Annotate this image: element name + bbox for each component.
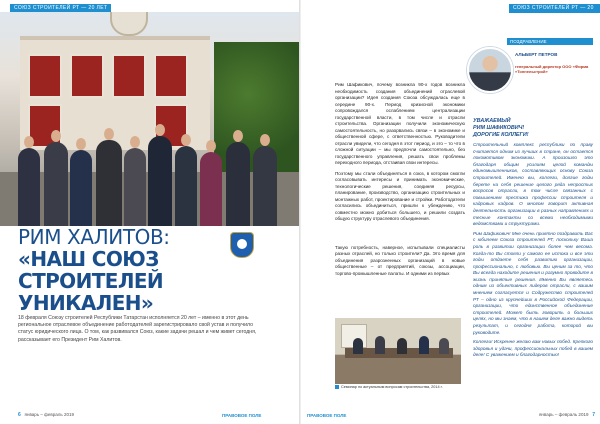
person-figure [439, 338, 449, 354]
section-footer-right: ПРАВОВОЕ ПОЛЕ [307, 413, 347, 418]
letter-paragraph: Строительный комплекс республики по праву считается одним из лучших в стране, он остается локомотивом экономики. А произошло это благодаря общим усилиям целой команды единомышленников, составляющих основу Союза строителей. Именно вы, коллеги, долгие годы берете на себя решение целого ряда непростых вопросов отрасли, в том числе связанных с повышением престижа профессии строителя и кадровых кадров. О многом говорит активная деятельность организации в разных направлениях и тесные контакты со всеми необходимыми ведомствами и структурами. [473, 142, 593, 227]
section-header-left: СОЮЗ СТРОИТЕЛЕЙ РТ — 20 ЛЕТ [10, 4, 111, 13]
congratulation-letter [473, 142, 593, 362]
interview-paragraph: Поэтому мы стали объединяться в союз, в котором смогли согласовывать интересы и принимать экономические, технологические решения, соединяя ресурсы, планирование, производство, организацию строительных и монтажных работ, проектирование и стройки. Работодатели согласились объединиться, пришли к убеждению, что совместно можно добиться большего, и решили создать общую структуру отраслевого объединения. [335, 170, 465, 221]
person-figure [375, 336, 385, 354]
person-figure [397, 338, 407, 354]
author-name: АЛЬБЕРТ ПЕТРОВ [515, 52, 558, 57]
interview-paragraph: Рим Шафикович, почему возникла 90-х годов возникла необходимость создания объединений отраслевой организации? Идея создания Союза обсуждалась еще в середине 90-х. Период кризисной экономики сопровождался ослаблением централизации государственной власти, в том числе и отрасли строительства. Организации получили экономическую самостоятельность, но разорвались связи – в экономике и общественной сфере, с ответственностью. Руководители отрасли увидели, что сегодня в этот период, и это – то что в сложной ситуации – мы предпочли самостоятельно, без государственного управления, решать свои проблемы переходного периода, отстаивая свои интересы. [335, 82, 465, 165]
union-emblem-icon [230, 232, 254, 258]
right-page [301, 0, 600, 424]
greeting-line: ДОРОГИЕ КОЛЛЕГИ! [473, 132, 529, 138]
photo-caption-text: Семинар по актуальным вопросам строительства, 2014 г. [341, 385, 443, 389]
person-figure [253, 146, 277, 226]
person-figure [200, 152, 222, 226]
greeting-line: РИМ ШАФИКОВИЧ! [473, 125, 525, 131]
window [154, 54, 188, 98]
greeting-line: УВАЖАЕМЫЙ [473, 118, 511, 124]
window [112, 54, 146, 98]
article-title-line3: УНИКАЛЕН» [18, 291, 154, 315]
footer-left [18, 412, 74, 418]
person-head [76, 138, 86, 150]
person-head [104, 128, 114, 140]
seminar-photo [335, 318, 461, 384]
section-header-right: СОЮЗ СТРОИТЕЛЕЙ РТ — 20 ЛЕТ [509, 4, 600, 13]
left-page [0, 0, 299, 424]
person-figure [226, 142, 250, 226]
section-footer-left: ПРАВОВОЕ ПОЛЕ [222, 413, 262, 418]
person-head [181, 134, 191, 146]
page-number-left: 6 [18, 412, 21, 418]
greeting [473, 118, 593, 139]
building-facade [20, 36, 210, 150]
person-head [260, 134, 270, 146]
window [70, 54, 104, 98]
person-figure [124, 148, 146, 226]
interview-column [335, 82, 465, 281]
person-figure [175, 146, 197, 226]
author-portrait [467, 47, 513, 93]
person-figure [419, 336, 429, 354]
person-head [233, 130, 243, 142]
person-head [206, 140, 216, 152]
person-figure [18, 148, 40, 226]
person-figure [148, 136, 172, 226]
letter-paragraph: Коллеги! Искренне желаю вам новых побед. Крепкого здоровья и удачи, профессиональных побед в вашем деле! С уважением и благодарностью! [473, 339, 593, 358]
person-head [24, 136, 34, 148]
issue-date-left: январь – февраль 2019 [24, 412, 74, 417]
congratulation-tag: ПОЗДРАВЛЕНИЕ [507, 38, 593, 45]
person-figure [70, 150, 92, 226]
person-head [155, 124, 165, 136]
person-figure [96, 140, 122, 226]
person-head [130, 136, 140, 148]
clock-icon [110, 12, 148, 36]
photo-caption [335, 385, 475, 390]
interview-paragraph: Такую потребность, наверное, испытывали специалисты разных отраслей, но только строители? Да. Это время для объединения разрозненных организаций в новые общественные – от предприятий, союзы, ассоциации, торгово-промышленные палаты. И одними из первых [335, 244, 465, 276]
person-figure [44, 142, 68, 226]
footer-right [539, 412, 595, 418]
caption-marker-icon [335, 385, 339, 389]
issue-date-right: январь – февраль 2019 [539, 412, 589, 417]
article-title-line1: РИМ ХАЛИТОВ: [18, 225, 170, 249]
person-head [51, 130, 61, 142]
person-figure [353, 338, 363, 354]
article-title-line2: «НАШ СОЮЗ СТРОИТЕЛЕЙ [18, 247, 164, 293]
article-lead: 18 февраля Союзу строителей Республики Татарстан исполняется 20 лет – именно в этот день региональное отраслевое объединение работодателей зарегистрировало свой устав и получило статус юридического лица. О том, как развивался Союз, какие задачи решал и чем живет сегодня, рассказывает его Президент Рим Халитов. [18, 315, 257, 343]
author-position: генеральный директор ООО «Фирма «Тоннельстрой» [515, 64, 589, 75]
window [28, 54, 62, 98]
group-photo [0, 12, 299, 226]
letter-paragraph: Рим Шафикович! Мне очень приятно поздравить Вас с юбилеем Союза строителей РТ, поскольку Ваша роль в развитии организации более чем весома. Когда-то Вы стояли у самого ее истока и все эти годы отдаете себя развитию организации, профессионально, с любовью. Вы ценим за то, что Вы всегда находите решения и разумно проводите в жизнь принятые решения. Именно Вы являетесь одним из объективных лидеров отрасли, с вашим мнением согласуется и Содружество строителей РТ – одно из крупнейших в Российской Федерации, организации, что единственное объединение строителей. Может быть говорить о больших целях, но мы знаем, что в нашем деле важно видеть результат, и сегодня работа, которой вы руководите. [473, 230, 593, 335]
page-number-right: 7 [592, 412, 595, 418]
